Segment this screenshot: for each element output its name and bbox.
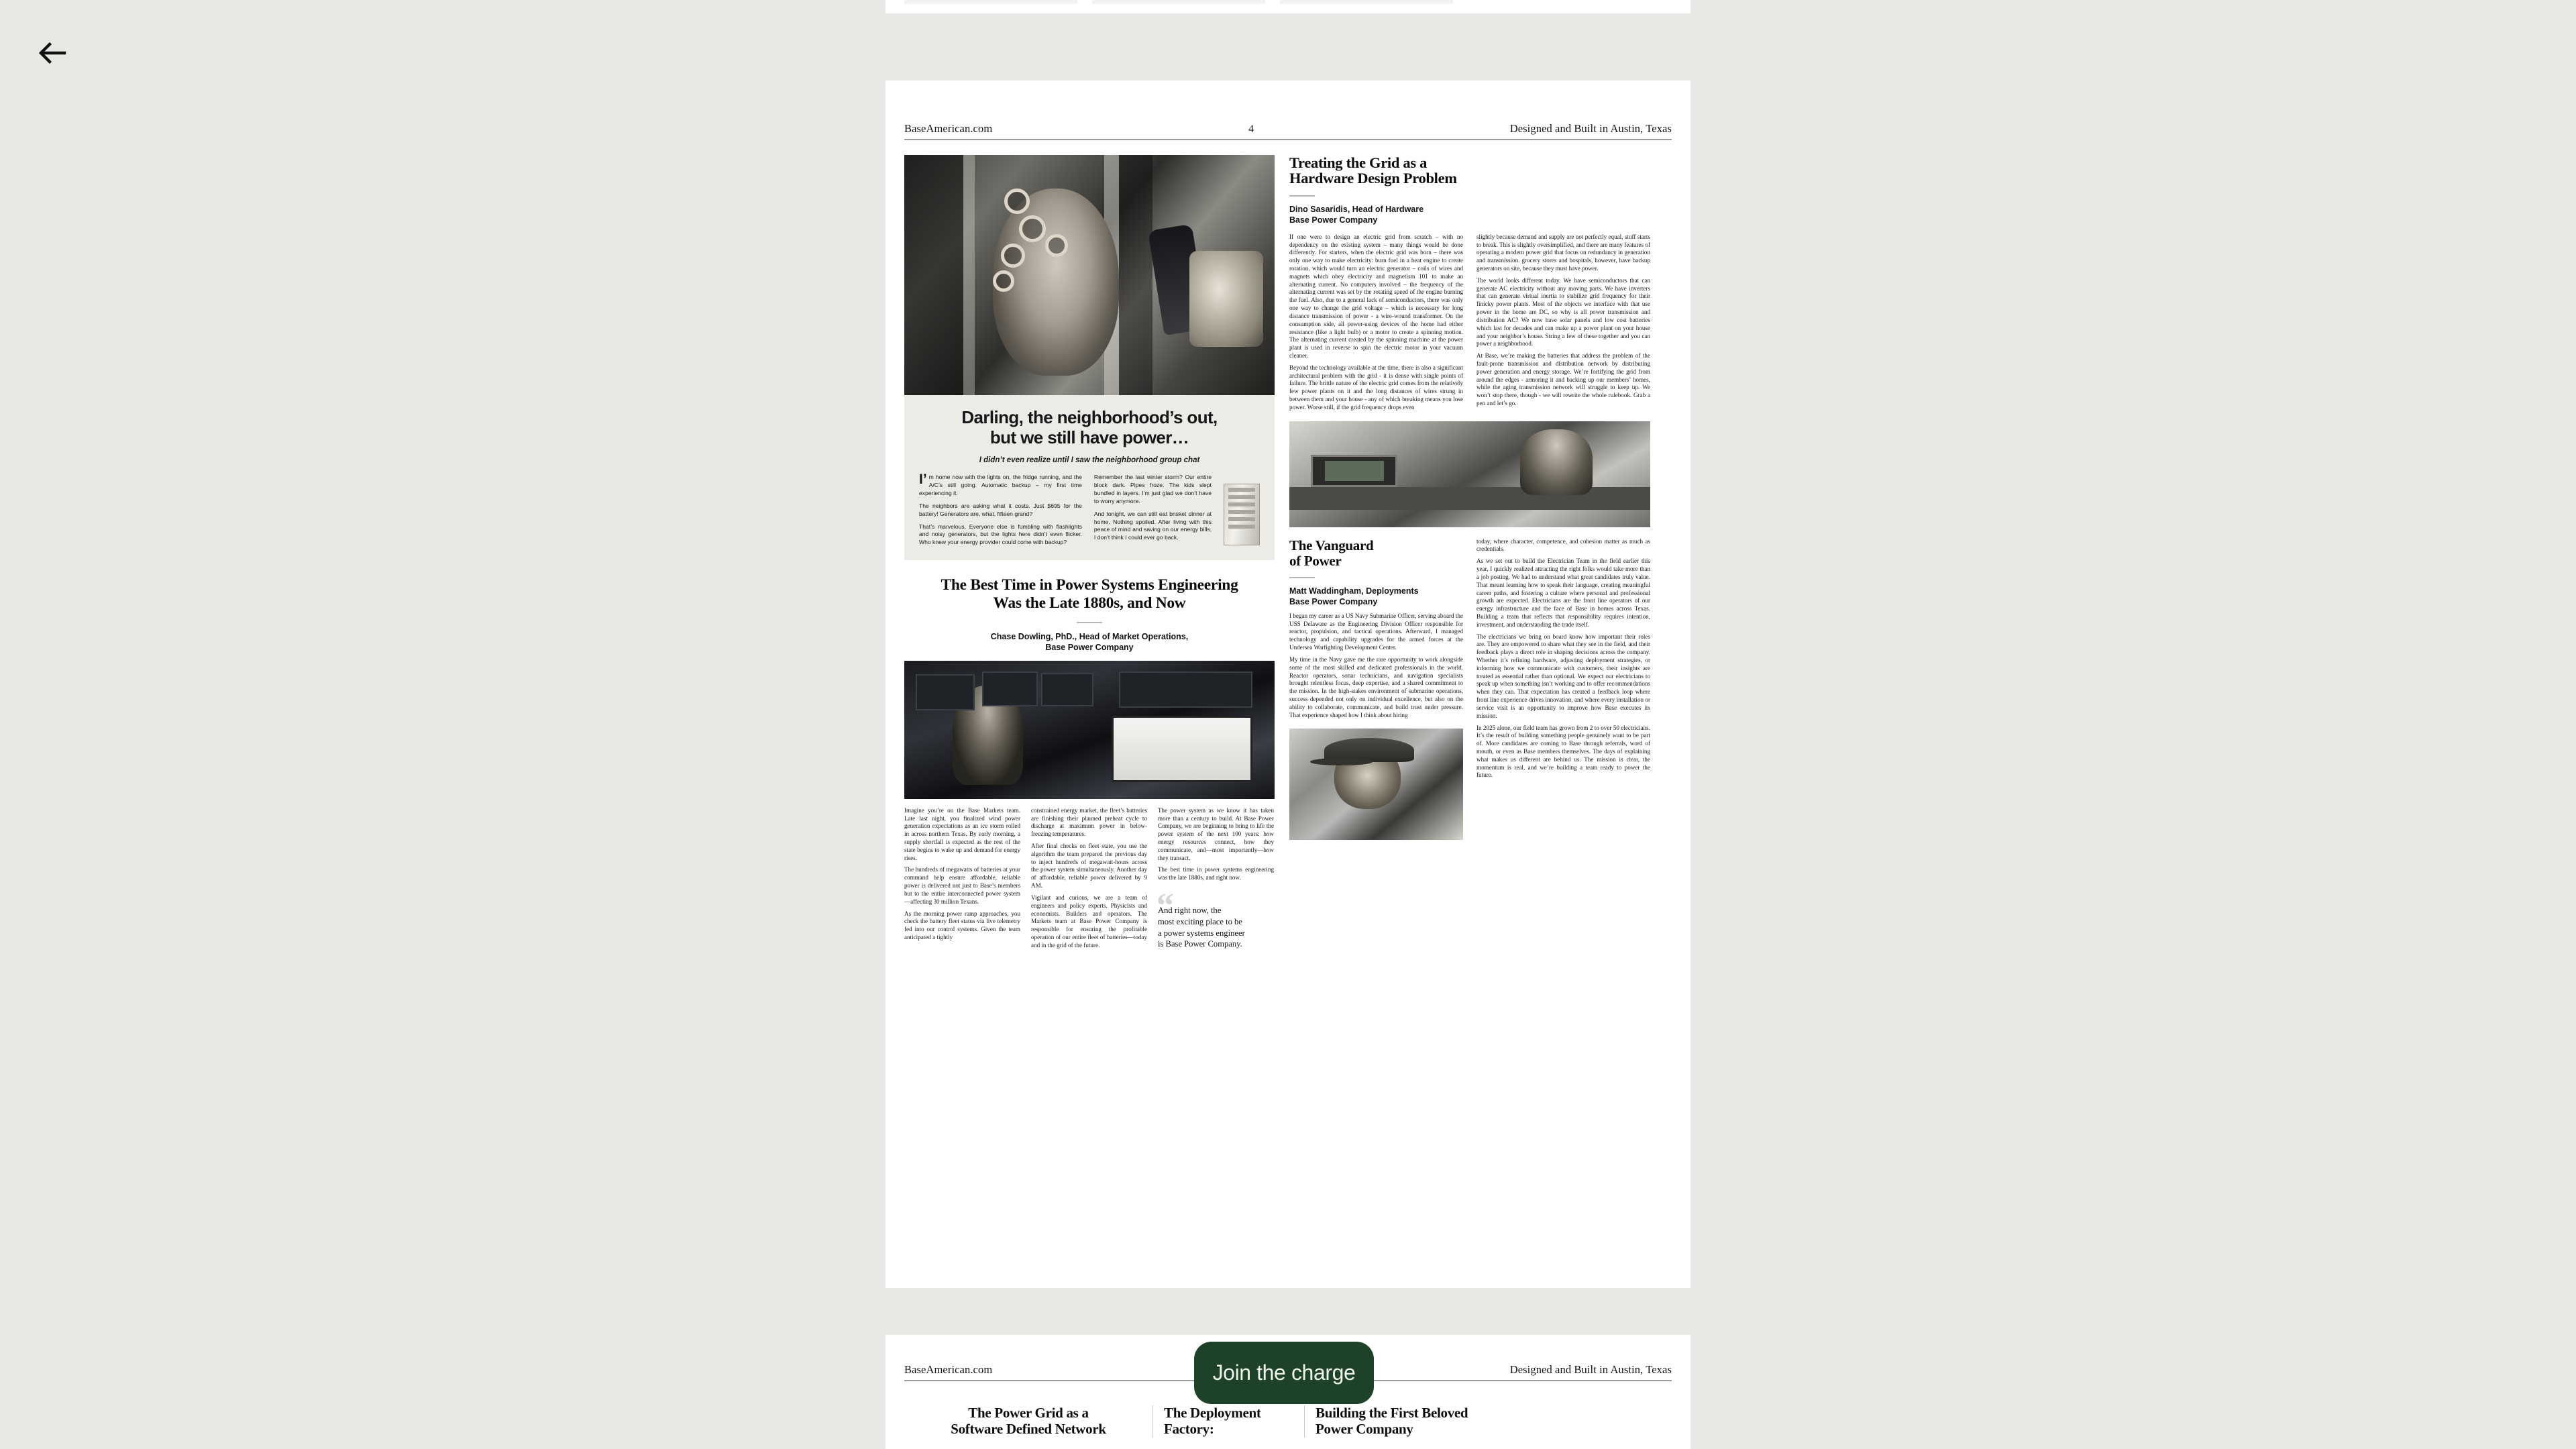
markets-byline-line-2: Base Power Company bbox=[1045, 642, 1134, 652]
markets-paragraph: Vigilant and curious, we are a team of engineers and policy experts. Physicists and economists. Builders and operators. The Markets team at Base Power Company is responsible for ensuring the profitable operation of our entire fleet of batteries—today and in the grid of the future. bbox=[1031, 894, 1147, 949]
vanguard-article-header bbox=[1289, 538, 1463, 607]
markets-paragraph: constrained energy market, the fleet’s batteries are finishing their planned preheat cycle to discharge at maximum power in below-freezing temperatures. bbox=[1031, 806, 1147, 838]
back-button[interactable] bbox=[35, 38, 71, 68]
page-number: 4 bbox=[1248, 123, 1254, 135]
battery-product-image bbox=[1224, 484, 1260, 545]
next-headline-1 bbox=[904, 1405, 1152, 1438]
previous-page-sheet bbox=[885, 0, 1690, 13]
markets-paragraph: The hundreds of megawatts of batteries at your command help ensure affordable, reliable power is delivered not just to Base’s members but to the entire interconnected power system—affecting 30 million Texans. bbox=[904, 866, 1020, 905]
markets-pullquote bbox=[1157, 887, 1274, 950]
running-head-tagline: Designed and Built in Austin, Texas bbox=[1509, 1363, 1672, 1376]
grid-paragraph: The world looks different today. We have semiconductors that can generate AC electricity without any moving parts. We have inverters that can generate virtual inertia to stabilize grid frequency for their finicky power plants. Most of the objects we interface with that use power in the home are DC, so why is all power transmission and distribution AC? We now have solar panels and low cost batteries which last for decades and can make up a power plant on your house and your neighbor’s house. String a few of these together and you can power a neighborhood. bbox=[1477, 276, 1650, 347]
ad-headline bbox=[904, 395, 1275, 447]
grid-byline bbox=[1289, 204, 1650, 225]
vanguard-paragraph: As we set out to build the Electrician Team in the field earlier this year, I quickly realized attracting the right folks would take more than a job posting. We had to understand what great candidates truly value. That meant learning how to speak their language, creating meaningful career paths, and fostering a culture where personal and professional growth are expected. Electricians are the front line operators of our energy infrastructure and the face of Base in homes across Texas. Building a team that reflects that responsibility requires intention, investment, and understanding the trade itself. bbox=[1477, 557, 1650, 628]
vanguard-column-2 bbox=[1477, 538, 1650, 841]
prev-page-text-fragment bbox=[1092, 0, 1265, 4]
grid-byline-line-2: Base Power Company bbox=[1289, 215, 1378, 225]
ad-paragraph: The neighbors are asking what it costs. Just $695 for the battery! Generators are, what, fifteen grand? bbox=[919, 502, 1082, 517]
title-divider bbox=[1289, 577, 1315, 578]
markets-byline bbox=[922, 631, 1257, 653]
grid-paragraph: Beyond the technology available at the time, there is also a significant architectural problem with the grid - it is dense with single points of failure. The brittle nature of the electric grid comes from the relatively few power plants on it and the long distances of wires strung in between them and your house - any of which breaking means you lose power. Worse still, if the grid frequency drops even bbox=[1289, 364, 1463, 411]
vanguard-paragraph: I began my career as a US Navy Submarine Officer, serving aboard the USS Delaware as the Engineering Division Officer responsible for reactor, propulsion, and tactical operations. Afterward, I managed technology and capability upgrades for the armed forces at the Undersea Warfighting Development Center. bbox=[1289, 612, 1463, 651]
vanguard-title bbox=[1289, 538, 1463, 569]
ad-paragraph: I’m home now with the lights on, the fridge running, and the A/C’s still going. Automatic backup – my first time experiencing it. bbox=[919, 472, 1082, 497]
running-head-tagline: Designed and Built in Austin, Texas bbox=[1509, 122, 1672, 135]
vanguard-paragraph: My time in the Navy gave me the rare opportunity to work alongside some of the most skilled and dedicated professionals in the world. Reactor operators, sonar technicians, and navigation specialists brought relentless focus, deep expertise, and a shared commitment to the mission. In the high-stakes environment of submarine operations, success depended not only on individual excellence, but also on the ability to collaborate, communicate, and build trust under pressure. That experience shaped how I think about hiring bbox=[1289, 655, 1463, 718]
next-headline-2-line-1: The Deployment bbox=[1164, 1405, 1261, 1421]
ad-column-1 bbox=[919, 474, 1082, 547]
markets-title-line-1: The Best Time in Power Systems Engineering bbox=[941, 576, 1238, 594]
pullquote-line-1: And right now, the bbox=[1158, 906, 1222, 916]
vanguard-column-1 bbox=[1289, 538, 1463, 841]
markets-paragraph: Imagine you’re on the Base Markets team. Late last night, you finalized wind power generation expectations as an ice storm rolled in across northern Texas. By early morning, a supply shortfall is expected as the rest of the state begins to wake up and demand for energy rises. bbox=[904, 806, 1020, 861]
ad-headline-line-2: but we still have power… bbox=[989, 427, 1189, 448]
pullquote-line-4: is Base Power Company. bbox=[1158, 939, 1242, 949]
markets-paragraph: As the morning power ramp approaches, you check the battery fleet status via live telemetry fed into our control systems. Given the team anticipated a tightly bbox=[904, 910, 1020, 941]
markets-columns bbox=[904, 799, 1275, 950]
quotation-mark-icon: “ bbox=[1157, 887, 1174, 926]
vanguard-paragraph: The electricians we bring on board know how important their roles are. They are empowered to share what they see in the field, and their feedback plays a direct role in shaping decisions across the company. Whether it’s refining hardware, adjusting deployment strategies, or informing how we communicate with customers, their insights are treated as essential rather than optional. We expect our electricians to speak up when something isn’t working and to offer recommendations when they can. That expectation has created a feedback loop where front line experience drives innovation, and where every installation or service visit is an opportunity to improve how Base executes its mission. bbox=[1477, 633, 1650, 719]
next-headline-3-line-1: Building the First Beloved bbox=[1316, 1405, 1468, 1421]
grid-article-header bbox=[1289, 155, 1650, 225]
join-the-charge-label: Join the charge bbox=[1212, 1360, 1356, 1385]
grid-paragraph: At Base, we’re making the batteries that address the problem of the fault-prone transmission and distribution network by distributing power generation and energy storage. We’re fortifying the grid from around the edges - armoring it and backing up our members’ homes, while the aging transmission network will struggle to keep up. We won’t stop there, though - we will rewrite the whole rulebook. Grab a pen and let’s go. bbox=[1477, 352, 1650, 407]
ad-headline-line-1: Darling, the neighborhood’s out, bbox=[961, 407, 1218, 427]
grid-title-line-2: Hardware Design Problem bbox=[1289, 170, 1457, 187]
grid-byline-line-1: Dino Sasaridis, Head of Hardware bbox=[1289, 204, 1424, 214]
pullquote-line-2: most exciting place to be bbox=[1158, 916, 1242, 926]
magazine-page bbox=[885, 80, 1690, 1288]
markets-article-header bbox=[904, 560, 1275, 653]
markets-paragraph: After final checks on fleet state, you use the algorithm the team prepared the previous day to inject hundreds of megawatt-hours across the power system simultaneously. Another day of affordable, reliable power delivered by 9 AM. bbox=[1031, 843, 1147, 890]
vanguard-paragraph: today, where character, competence, and cohesion matter as much as credentials. bbox=[1477, 537, 1650, 553]
field-technician-photo bbox=[1289, 729, 1463, 840]
prev-page-text-fragment bbox=[1468, 0, 1641, 4]
markets-column-2 bbox=[1031, 807, 1147, 950]
vanguard-title-line-2: of Power bbox=[1289, 552, 1342, 569]
running-head-site: BaseAmerican.com bbox=[904, 122, 993, 135]
grid-column-1 bbox=[1289, 233, 1463, 412]
grid-paragraph: If one were to design an electric grid from scratch – with no dependency on the existing system – many things would be done differently. For starters, when the electric grid was born – there was only one way to make electricity: burn fuel in a heat engine to create rotation, which would turn an electric generator – coils of wires and magnets which obey electricity and magnetism 101 to make an alternating current. No computers involved – the frequency of the alternating current was set by the rotating speed of the engine burning the fuel. Also, due to a general lack of semiconductors, there was only one way to change the grid voltage – which is necessary for long distance transmission of power - a wire-wound transformer. On the consumption side, all power-using devices of the home had either resistance (like a light bulb) or a motor to create a spinning motion. The alternating current created by the spinning machine at the power plant is used in reverse to spin the electric motor in your vacuum cleaner. bbox=[1289, 233, 1463, 359]
next-headline-2-line-2: Factory: bbox=[1164, 1420, 1214, 1437]
page-gutter bbox=[885, 1288, 1690, 1335]
markets-paragraph: The power system as we know it has taken more than a century to build. At Base Power Company, we are beginning to bring to life the power system of the next 100 years: how energy resources connect, how they communicate, and—most importantly—how they transact. bbox=[1158, 806, 1274, 861]
markets-paragraph: The best time in power systems engineering was the late 1880s, and right now. bbox=[1158, 866, 1274, 881]
ad-column-2 bbox=[1094, 474, 1212, 547]
arrow-left-icon bbox=[35, 38, 71, 68]
grid-paragraph: slightly because demand and supply are not perfectly equal, stuff starts to break. This is slightly oversimplified, and there are many features of operating a modern power grid that focus on redundancy in generation and transmission. grocery stores and hospitals, however, have backup generators on site, because they must have power. bbox=[1477, 233, 1650, 272]
prev-page-text-fragment bbox=[904, 0, 1077, 4]
ad-paragraph: That’s marvelous. Everyone else is fumbling with flashlights and noisy generators, but the lights here didn’t even flicker. Who knew your energy provider could come with backup? bbox=[919, 523, 1082, 546]
ad-paragraph: Remember the last winter storm? Our entire block dark. Pipes froze. The kids slept bundled in layers. I’m just glad we don’t have to worry anymore. bbox=[1093, 474, 1212, 504]
advertisement-block bbox=[904, 155, 1275, 560]
next-headline-2 bbox=[1153, 1405, 1304, 1438]
grid-title bbox=[1289, 155, 1650, 186]
next-headline-1-line-2: Software Defined Network bbox=[951, 1420, 1106, 1437]
control-room-photo bbox=[904, 661, 1275, 799]
vanguard-columns bbox=[1289, 538, 1650, 841]
running-head-site: BaseAmerican.com bbox=[904, 1363, 993, 1376]
vanguard-byline bbox=[1289, 586, 1463, 607]
next-headline-3 bbox=[1305, 1405, 1600, 1438]
ad-subhead: I didn’t even realize until I saw the neighborhood group chat bbox=[979, 456, 1200, 465]
title-divider bbox=[1289, 195, 1315, 197]
lab-bench-photo bbox=[1289, 421, 1650, 527]
left-column bbox=[904, 155, 1275, 950]
next-headline-3-line-2: Power Company bbox=[1316, 1420, 1413, 1437]
prev-page-text-fragment bbox=[1280, 0, 1453, 4]
vanguard-title-line-1: The Vanguard bbox=[1289, 537, 1374, 553]
markets-column-3 bbox=[1158, 807, 1274, 950]
join-the-charge-button[interactable] bbox=[1194, 1342, 1374, 1404]
page-gutter bbox=[885, 13, 1690, 80]
markets-title-line-2: Was the Late 1880s, and Now bbox=[993, 594, 1186, 612]
grid-column-2 bbox=[1477, 233, 1650, 412]
vanguard-byline-line-2: Base Power Company bbox=[1289, 596, 1378, 606]
markets-column-1 bbox=[904, 807, 1020, 950]
right-column bbox=[1289, 155, 1650, 950]
vanguard-paragraph: In 2025 alone, our field team has grown from 2 to over 50 electricians. It’s the result of building something people genuinely want to be part of. More candidates are coming to Base through referrals, word of mouth, or even as Base members themselves. The days of explaining what makes us different are behind us. The mission is clear, the momentum is real, and we’re building a team ready to power the future. bbox=[1477, 724, 1650, 779]
markets-title bbox=[922, 576, 1257, 612]
grid-columns bbox=[1289, 233, 1650, 412]
ad-photo bbox=[904, 155, 1275, 395]
ad-paragraph: And tonight, we can still eat brisket dinner at home. Nothing spoiled. After living with this peace of mind and saving on our energy bills, I don’t think I could ever go back. bbox=[1093, 510, 1212, 541]
grid-title-line-1: Treating the Grid as a bbox=[1289, 154, 1428, 171]
next-headline-1-line-1: The Power Grid as a bbox=[968, 1405, 1089, 1421]
vanguard-byline-line-1: Matt Waddingham, Deployments bbox=[1289, 586, 1419, 596]
markets-byline-line-1: Chase Dowling, PhD., Head of Market Operations, bbox=[990, 631, 1189, 641]
pullquote-line-3: a power systems engineer bbox=[1158, 928, 1245, 938]
title-divider bbox=[1077, 622, 1102, 623]
running-head bbox=[885, 122, 1690, 139]
